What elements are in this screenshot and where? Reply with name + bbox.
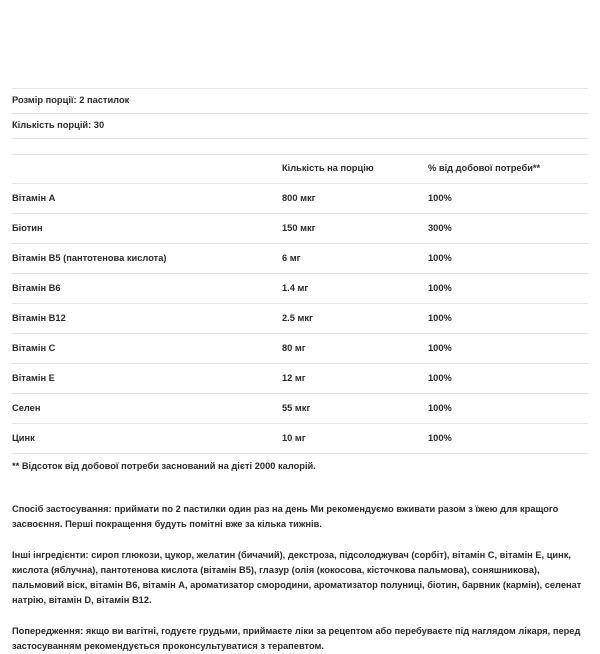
nutrient-percent: 100% bbox=[428, 372, 452, 383]
header-amount-cell bbox=[282, 155, 428, 184]
nutrient-amount: 150 мкг bbox=[282, 222, 316, 233]
servings-amount-cell bbox=[282, 114, 428, 139]
nutrient-percent-cell bbox=[428, 274, 588, 304]
header-nutrient-cell bbox=[12, 155, 282, 184]
serving-size-label: Розмір порції: 2 пастилок bbox=[12, 95, 130, 106]
nutrient-name: Біотин bbox=[12, 222, 43, 233]
header-percent-label: % від добової потреби** bbox=[428, 163, 541, 174]
nutrient-name-cell bbox=[12, 184, 282, 214]
nutrient-percent: 100% bbox=[428, 252, 452, 263]
header-percent-cell bbox=[428, 155, 588, 184]
nutrient-name: Селен bbox=[12, 402, 41, 413]
table-header-row bbox=[12, 155, 588, 184]
table-row bbox=[12, 184, 588, 214]
nutrient-amount-cell bbox=[282, 244, 428, 274]
directions-text: Спосіб застосування: приймати по 2 пастилки один раз на день Ми рекомендуємо вживати разом з їжею для кращого засвоєння. Перші покращення будуть помітні вже за кілька тижнів. bbox=[12, 504, 559, 530]
table-row bbox=[12, 304, 588, 334]
nutrient-name-cell bbox=[12, 394, 282, 424]
daily-value-footnote-cell bbox=[12, 454, 588, 481]
nutrient-name: Цинк bbox=[12, 432, 35, 443]
nutrient-percent: 100% bbox=[428, 402, 452, 413]
nutrient-percent-cell bbox=[428, 424, 588, 454]
nutrient-percent-cell bbox=[428, 214, 588, 244]
nutrient-amount-cell bbox=[282, 364, 428, 394]
table-gap-row bbox=[12, 139, 588, 155]
nutrient-amount: 6 мг bbox=[282, 252, 301, 263]
table-row bbox=[12, 424, 588, 454]
servings-per-container-row bbox=[12, 114, 588, 139]
nutrient-amount-cell bbox=[282, 424, 428, 454]
nutrient-name: Вітамін В12 bbox=[12, 312, 66, 323]
nutrient-name-cell bbox=[12, 334, 282, 364]
header-amount-label: Кількість на порцію bbox=[282, 163, 374, 174]
warning-section bbox=[12, 608, 588, 654]
nutrient-name-cell bbox=[12, 424, 282, 454]
nutrient-name-cell bbox=[12, 274, 282, 304]
supplement-facts-table bbox=[12, 88, 588, 480]
nutrient-percent-cell bbox=[428, 244, 588, 274]
nutrient-name-cell bbox=[12, 304, 282, 334]
gap-cell-amount bbox=[282, 139, 428, 155]
table-row bbox=[12, 214, 588, 244]
nutrient-amount-cell bbox=[282, 304, 428, 334]
nutrient-amount: 12 мг bbox=[282, 372, 306, 383]
gap-cell-label bbox=[12, 139, 282, 155]
serving-size-cell bbox=[12, 89, 282, 114]
nutrient-name: Вітамін С bbox=[12, 342, 56, 353]
nutrient-percent: 100% bbox=[428, 312, 452, 323]
directions-section bbox=[12, 480, 588, 532]
table-row bbox=[12, 244, 588, 274]
serving-size-row bbox=[12, 89, 588, 114]
daily-value-footnote: ** Відсоток від добової потреби заснований на дієті 2000 калорій. bbox=[12, 461, 316, 472]
servings-per-container-cell bbox=[12, 114, 282, 139]
nutrient-amount-cell bbox=[282, 274, 428, 304]
nutrient-percent: 100% bbox=[428, 342, 452, 353]
ingredients-text: Інші інгредієнти: сироп глюкози, цукор, желатин (бичачий), декстроза, підсолоджувач (сорбіт), вітамін С, вітамін Е, цинк, кислота (яблучна), пантотенова кислота (вітамін В5), глазур (олія (кокосова, кісточкова пальмова), соняшникова), пальмовий віск, вітамін В6, вітамін А, ароматизатор смородини, ароматизатор полуниці, біотин, барвник (кармін), селенат натрію, вітамін D, вітамін В12. bbox=[12, 550, 582, 606]
nutrient-name: Вітамін В6 bbox=[12, 282, 61, 293]
nutrient-name-cell bbox=[12, 364, 282, 394]
nutrient-amount-cell bbox=[282, 394, 428, 424]
serving-size-amount-cell bbox=[282, 89, 428, 114]
nutrient-percent-cell bbox=[428, 304, 588, 334]
nutrient-amount: 2.5 мкг bbox=[282, 312, 313, 323]
gap-cell-percent bbox=[428, 139, 588, 155]
nutrient-percent-cell bbox=[428, 394, 588, 424]
nutrient-percent-cell bbox=[428, 334, 588, 364]
servings-percent-cell bbox=[428, 114, 588, 139]
warning-text: Попередження: якщо ви вагітні, годуєте грудьми, приймаєте ліки за рецептом або перебуваєте під наглядом лікаря, перед застосуванням рекомендується проконсультуватися з терапевтом. bbox=[12, 626, 581, 652]
nutrient-amount: 1.4 мг bbox=[282, 282, 309, 293]
table-row bbox=[12, 364, 588, 394]
nutrient-percent: 300% bbox=[428, 222, 452, 233]
nutrient-percent-cell bbox=[428, 184, 588, 214]
top-spacer bbox=[0, 0, 600, 88]
nutrient-amount: 800 мкг bbox=[282, 192, 316, 203]
nutrient-amount-cell bbox=[282, 184, 428, 214]
nutrient-name: Вітамін А bbox=[12, 192, 56, 203]
nutrient-amount-cell bbox=[282, 214, 428, 244]
servings-per-container-label: Кількість порцій: 30 bbox=[12, 120, 105, 131]
table-row bbox=[12, 334, 588, 364]
table-row bbox=[12, 394, 588, 424]
ingredients-section bbox=[12, 532, 588, 608]
daily-value-footnote-row bbox=[12, 454, 588, 481]
nutrient-name: Вітамін Е bbox=[12, 372, 55, 383]
table-row bbox=[12, 274, 588, 304]
nutrient-name: Вітамін В5 (пантотенова кислота) bbox=[12, 252, 167, 263]
nutrient-name-cell bbox=[12, 214, 282, 244]
nutrient-amount: 55 мкг bbox=[282, 402, 311, 413]
nutrient-amount: 10 мг bbox=[282, 432, 306, 443]
nutrient-percent: 100% bbox=[428, 432, 452, 443]
nutrient-amount: 80 мг bbox=[282, 342, 306, 353]
nutrient-amount-cell bbox=[282, 334, 428, 364]
nutrient-percent-cell bbox=[428, 364, 588, 394]
nutrient-percent: 100% bbox=[428, 192, 452, 203]
serving-size-percent-cell bbox=[428, 89, 588, 114]
nutrient-name-cell bbox=[12, 244, 282, 274]
nutrient-percent: 100% bbox=[428, 282, 452, 293]
